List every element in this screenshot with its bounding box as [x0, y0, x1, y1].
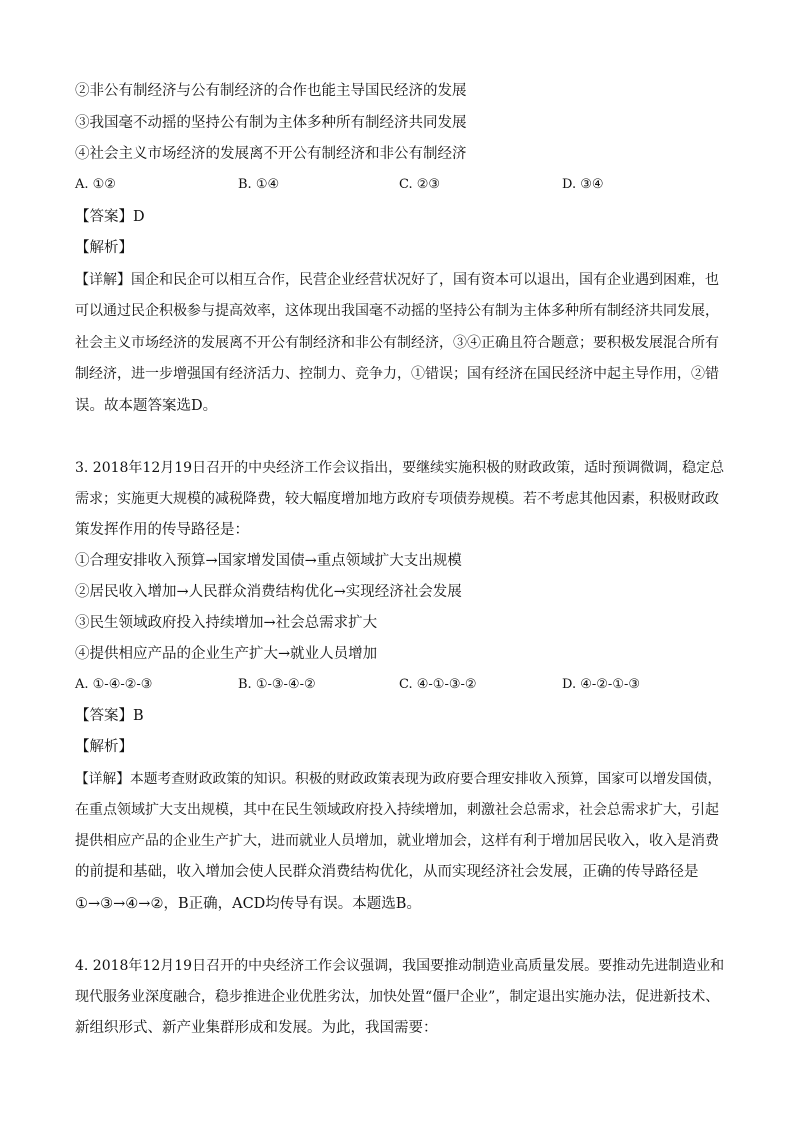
- q3-detail-line: 提供相应产品的企业生产扩大，进而就业人员增加，就业增加会，这样有利于增加居民收入，收入是消费: [75, 833, 719, 849]
- q3-statement-2: ②居民收入增加→人民群众消费结构优化→实现经济社会发展: [75, 584, 462, 600]
- q2-detail-line: 制经济，进一步增强国有经济活力、控制力、竞争力，①错误；国有经济在国民经济中起主导作用，②错: [75, 366, 719, 382]
- q2-analysis-label: 【解析】: [75, 240, 133, 256]
- q4-stem-line: 现代服务业深度融合，稳步推进企业优胜劣汰，加快处置“僵尸企业”，制定退出实施办法，促进新技术、: [75, 989, 720, 1005]
- q4-stem-line: 4. 2018年12月19日召开的中央经济工作会议强调，我国要推动制造业高质量发展。要推动先进制造业和: [75, 958, 725, 974]
- q3-statement-3: ③民生领域政府投入持续增加→社会总需求扩大: [75, 615, 378, 631]
- q3-stem-line: 3. 2018年12月19日召开的中央经济工作会议指出，要继续实施积极的财政政策，适时预调微调，稳定总: [75, 460, 725, 476]
- q3-analysis-label: 【解析】: [75, 739, 133, 755]
- q2-statement-3: ③我国毫不动摇的坚持公有制为主体多种所有制经济共同发展: [75, 115, 467, 131]
- q2-option-c: C. ②③: [399, 177, 441, 192]
- q3-answer: 【答案】B: [75, 708, 144, 724]
- q2-statement-4: ④社会主义市场经济的发展离不开公有制经济和非公有制经济: [75, 146, 467, 162]
- q2-option-d: D. ③④: [562, 177, 604, 192]
- q2-detail-line: 社会主义市场经济的发展离不开公有制经济和非公有制经济，③④正确且符合题意；要积极发展混合所有: [75, 335, 719, 351]
- q2-option-a: A. ①②: [75, 177, 116, 192]
- q2-detail-line: 【详解】国企和民企可以相互合作，民营企业经营状况好了，国有资本可以退出，国有企业遇到困难，也: [75, 272, 719, 288]
- q3-option-a: A. ①-④-②-③: [75, 677, 153, 692]
- q3-option-c: C. ④-①-③-②: [399, 677, 477, 692]
- q3-options: [75, 675, 725, 695]
- q3-option-d: D. ④-②-①-③: [562, 677, 641, 692]
- q2-detail-line: 可以通过民企积极参与提高效率，这体现出我国毫不动摇的坚持公有制为主体多种所有制经济共同发展，: [75, 303, 719, 319]
- q3-statement-4: ④提供相应产品的企业生产扩大→就业人员增加: [75, 646, 378, 662]
- q2-options: [75, 175, 725, 195]
- q3-statement-1: ①合理安排收入预算→国家增发国债→重点领域扩大支出规模: [75, 553, 462, 569]
- q3-stem-line: 策发挥作用的传导路径是：: [75, 522, 249, 538]
- q2-detail-line: 误。故本题答案选D。: [75, 398, 218, 414]
- q2-option-b: B. ①④: [238, 177, 280, 192]
- q2-statement-2: ②非公有制经济与公有制经济的合作也能主导国民经济的发展: [75, 83, 467, 99]
- q3-stem-line: 需求；实施更大规模的减税降费，较大幅度增加地方政府专项债券规模。若不考虑其他因素，积极财政政: [75, 491, 719, 507]
- q3-detail-line: 的前提和基础，收入增加会使人民群众消费结构优化，从而实现经济社会发展，正确的传导路径是: [75, 864, 699, 880]
- q3-detail-line: ①→③→④→②，B正确，ACD均传导有误。本题选B。: [75, 896, 421, 912]
- q3-option-b: B. ①-③-④-②: [238, 677, 316, 692]
- q4-stem-line: 新组织形式、新产业集群形成和发展。为此，我国需要：: [75, 1020, 438, 1036]
- q3-detail-line: 【详解】本题考查财政政策的知识。积极的财政政策表现为政府要合理安排收入预算，国家可以增发国债，: [75, 771, 722, 787]
- q2-answer: 【答案】D: [75, 209, 145, 225]
- q3-detail-line: 在重点领域扩大支出规模，其中在民生领域政府投入持续增加，刺激社会总需求，社会总需求扩大，引起: [75, 802, 719, 818]
